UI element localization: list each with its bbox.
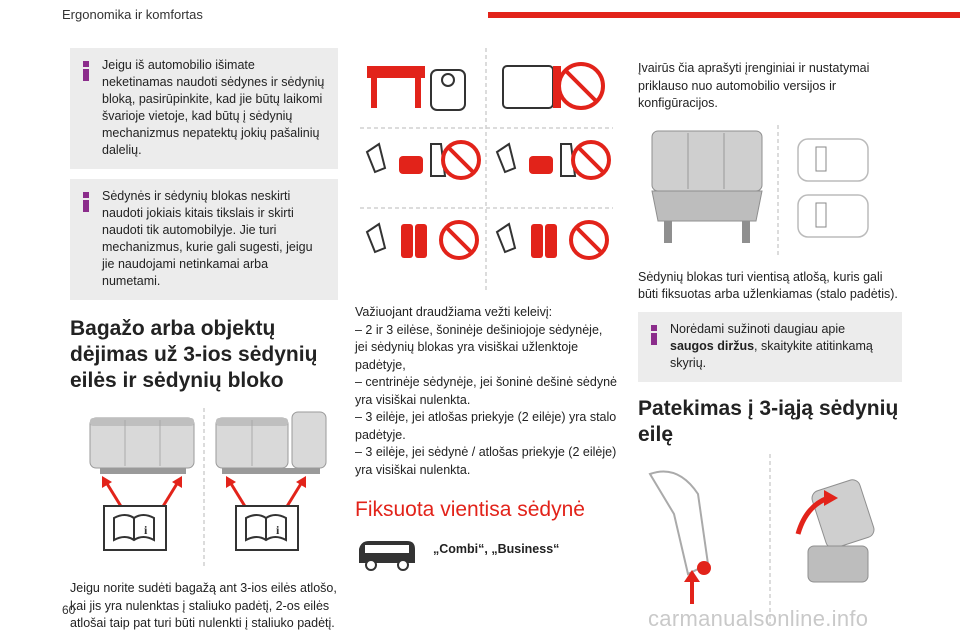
info-icon [82,192,90,212]
note-seatbelts [638,312,902,382]
bench-paragraph: Sėdynių blokas turi vientisą atlošą, kuris gali būti fiksuotas arba užlenkiamas (stalo padėtis). [638,269,898,301]
seatbelt-row-left [367,142,479,178]
folded-row-left [367,222,477,258]
note-storage-text: Jeigu iš automobilio išimate neketinamas naudoti sėdynes ir sėdynių bloką, pasirūpinkite, kad jie būtų laikomi švarioje vietoje, kad būtų į sėdynių mechanizmus nepatektų jokių pašalinių dalelių. [102,58,325,157]
svg-text:i: i [276,523,280,537]
info-icon [650,325,658,345]
table-position-allowed [367,66,465,110]
header-accent-bar [488,12,960,18]
prohibited-illustration [355,48,618,290]
note-seatbelts-text: Norėdami sužinoti daugiau apie saugos diržus, skaitykite atitinkamą skyrių. [670,321,873,370]
book-info-icon [236,506,298,550]
seat-row-right [216,412,326,474]
section-heading-access: Patekimas į 3-iąją sėdynių eilę [638,396,899,446]
seat-row-left [90,418,194,474]
section-heading-fixed-bench: Fiksuota vientisa sėdynė [355,498,585,521]
occupant-prohibited [503,64,603,108]
prohibited-item-1: – 2 ir 3 eilėse, šoninėje dešiniojoje sėdynėje, jei sėdynių blokas yra visiškai užlenktoje padėtyje, [355,322,603,372]
page-number: 60 [62,603,76,617]
seatbelts-link-text: saugos diržus [670,338,755,353]
access-illustration [638,454,902,624]
seatbelt-row-right [497,142,609,178]
prohibited-item-2: – centrinėje sėdynėje, jei šoninė dešinė sėdynė yra visiškai nulenkta. [355,375,617,407]
prohibited-intro: Važiuojant draudžiama vežti keleivį: [355,305,553,319]
version-row [355,537,618,571]
version-label: „Combi“, „Business“ [433,542,560,556]
luggage-paragraph: Jeigu norite sudėti bagažą ant 3-ios eilės atlošo, kai jis yra nulenktas į staliuko padėtį, 2-os eilės atlošai taip pat turi būti nulenkti į staliuko padėtį. [70,581,337,630]
column-3 [638,60,902,624]
column-2 [355,48,618,571]
note-usage [70,179,338,300]
luggage-illustration [70,408,338,568]
info-icon [82,61,90,81]
watermark: carmanualsonline.info [648,606,869,631]
figure-luggage [70,408,338,568]
note-storage [70,48,338,169]
folded-row-right [497,222,607,258]
figure-access [638,454,902,624]
svg-text:i: i [144,523,148,537]
bench-illustration [638,125,902,255]
figure-prohibited [355,48,618,290]
van-icon [355,537,419,571]
config-intro: Įvairūs čia aprašyti įrenginiai ir nustatymai priklauso nuo automobilio versijos ir konfigūracijos. [638,61,870,110]
figure-bench [638,125,902,255]
section-heading-luggage: Bagažo arba objektų dėjimas už 3-ios sėdynių eilės ir sėdynių bloko [70,317,318,392]
book-info-icon [104,506,166,550]
column-1 [70,48,338,633]
prohibited-item-3: – 3 eilėje, jei atlošas priekyje (2 eilėje) yra stalo padėtyje. [355,410,617,442]
page-header-title: Ergonomika ir komfortas [62,7,203,22]
note-usage-text: Sėdynės ir sėdynių blokas neskirti naudoti jokiais kitais tikslais ir skirti naudoti tik automobilyje. Jie turi mechanizmus, kurie gali sugesti, jeigu jie naudojami netinkamai arba numetami. [102,189,313,288]
prohibited-item-4: – 3 eilėje, jei sėdynė / atlošas priekyje (2 eilėje) yra visiškai nulenkta. [355,445,617,477]
